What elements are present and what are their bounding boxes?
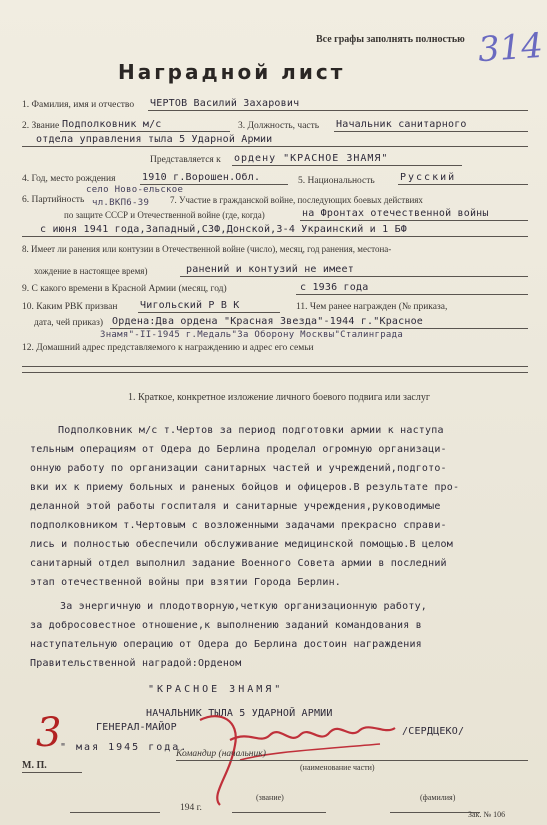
signoff-position: НАЧАЛЬНИК ТЫЛА 5 УДАРНОЙ АРМИИ: [146, 708, 333, 719]
seal-line: [22, 772, 82, 773]
field-9-label: 9. С какого времени в Красной Армии (месяц, год): [22, 284, 227, 294]
field-2-value: Подполковник м/с: [62, 119, 162, 130]
body-line: подполковником т.Чертовым с возложенными задачами прекрасно справи-: [30, 520, 447, 531]
year-field: 194 г.: [180, 803, 202, 813]
field-2-line: [60, 131, 230, 132]
body-line: вки их к приему больных и раненых бойцов и офицеров.В результате про-: [30, 482, 460, 493]
body-line: тельным операциям от Одера до Берлина проделал огромную организаци-: [30, 444, 447, 455]
field-3-label: 3. Должность, часть: [238, 121, 320, 131]
unit-caption: (наименование части): [300, 763, 375, 772]
rank-caption: (звание): [256, 793, 284, 802]
field-1-value: ЧЕРТОВ Василий Захарович: [150, 98, 300, 109]
field-11-line-a: [110, 328, 528, 329]
commander-line: [176, 760, 528, 761]
field-3-line-a: [334, 131, 528, 132]
field-12-line-b: [22, 372, 528, 373]
date-line-rank: [232, 812, 326, 813]
field-11-value-a: Ордена:Два ордена "Красная Звезда"-1944 г."Красное: [112, 316, 424, 327]
field-7-label-b: по защите СССР и Отечественной войне (где, когда): [64, 210, 265, 220]
field-7-line-b: [22, 236, 528, 237]
handwritten-sheet-number: 314: [476, 25, 545, 71]
surname-caption: (фамилия): [420, 793, 456, 802]
field-8-value: ранений и контузий не имеет: [186, 264, 354, 275]
body-line: санитарный отдел выполнил задание Военного Совета армии в последний: [30, 558, 447, 569]
page-title: Наградной лист: [118, 60, 346, 84]
presented-line: [232, 165, 462, 166]
section-heading: 1. Краткое, конкретное изложение личного боевого подвига или заслуг: [128, 392, 430, 403]
field-8-label-b: хождение в настоящее время): [34, 266, 148, 276]
field-4-value-a: 1910 г.Ворошен.Обл.: [142, 172, 261, 183]
date-line-surname: [390, 812, 480, 813]
body-line: За энергичную и плодотворную,четкую организационную работу,: [60, 601, 428, 612]
body-line: Подполковник м/с т.Чертов за период подготовки армии к наступа: [58, 425, 444, 436]
field-7-value-b: с июня 1941 года,Западный,СЗФ,Донской,3-4 Украинский и 1 БФ: [40, 224, 408, 235]
field-10-label: 10. Каким РВК призван: [22, 302, 118, 312]
body-line: наступательную операцию от Одера до Берлина достоин награждения: [30, 639, 422, 650]
typed-date: " мая 1945 года.: [60, 742, 189, 753]
field-7-line-a: [300, 220, 528, 221]
signoff-name: /СЕРДЦЕКО/: [402, 726, 465, 737]
order-number: Зак. № 106: [468, 810, 506, 819]
handwritten-date-day: 3: [36, 710, 62, 756]
field-6-value: чл.ВКП6-39: [92, 198, 150, 208]
field-4-label: 4. Год, место рождения: [22, 174, 116, 184]
field-10-value: Чигольский Р В К: [140, 300, 240, 311]
fill-all-fields-note: Все графы заполнять полностью: [316, 34, 465, 45]
field-7-value-a: на Фронтах отечественной войны: [302, 208, 489, 219]
body-line: лись и полностью обеспечили обслуживание медицинской помощью.В целом: [30, 539, 453, 550]
field-9-line: [296, 294, 528, 295]
field-3-value-a: Начальник санитарного: [336, 119, 467, 130]
field-7-label-a: 7. Участие в гражданской войне, последующих боевых действиях: [170, 195, 423, 205]
field-3-line-b: [22, 146, 528, 147]
presented-award: ордену "КРАСНОЕ ЗНАМЯ": [234, 153, 389, 164]
field-12-label: 12. Домашний адрес представляемого к награждению и адрес его семьи: [22, 343, 314, 353]
field-5-line: [398, 184, 528, 185]
seal-place-label: М. П.: [22, 760, 47, 771]
field-8-line: [180, 276, 528, 277]
field-11-label-b: дата, чей приказ): [34, 318, 104, 328]
field-6-label: 6. Партийность: [22, 195, 85, 205]
field-4-value-b: село Ново-ельское: [86, 185, 184, 195]
signoff-rank: ГЕНЕРАЛ-МАЙОР: [96, 722, 177, 733]
award-name: "КРАСНОЕ ЗНАМЯ": [148, 684, 284, 695]
date-line-day: [70, 812, 160, 813]
field-2-label: 2. Звание: [22, 121, 60, 131]
presented-label: Представляется к: [150, 155, 221, 165]
field-9-value: с 1936 года: [300, 282, 369, 293]
commander-label: Командир (начальник): [176, 749, 266, 759]
field-1-label: 1. Фамилия, имя и отчество: [22, 100, 135, 110]
field-12-line-a: [22, 366, 528, 367]
field-5-value: Русский: [400, 172, 457, 183]
body-line: деланной этой работы госпиталя и санитарные учреждения,руководимые: [30, 501, 441, 512]
field-10-line: [138, 312, 280, 313]
field-8-label-a: 8. Имеет ли ранения или контузии в Отечественной войне (число), месяц, год ранения, местона-: [22, 244, 392, 254]
body-line: этап отечественной войны при взятии Города Берлин.: [30, 577, 342, 588]
field-5-label: 5. Национальность: [298, 176, 375, 186]
field-11-value-b: Знамя"-II-1945 г.Медаль"За Оборону Москвы"Сталинграда: [100, 330, 404, 340]
field-1-line: [148, 110, 528, 111]
body-line: Правительственной наградой:Орденом: [30, 658, 242, 669]
field-3-value-b: отдела управления тыла 5 Ударной Армии: [36, 134, 273, 145]
body-line: онную работу по организации санитарных частей и учреждений,подгото-: [30, 463, 447, 474]
field-11-label: 11. Чем ранее награжден (№ приказа,: [296, 302, 448, 312]
body-line: за добросовестное отношение,к выполнению заданий командования в: [30, 620, 422, 631]
